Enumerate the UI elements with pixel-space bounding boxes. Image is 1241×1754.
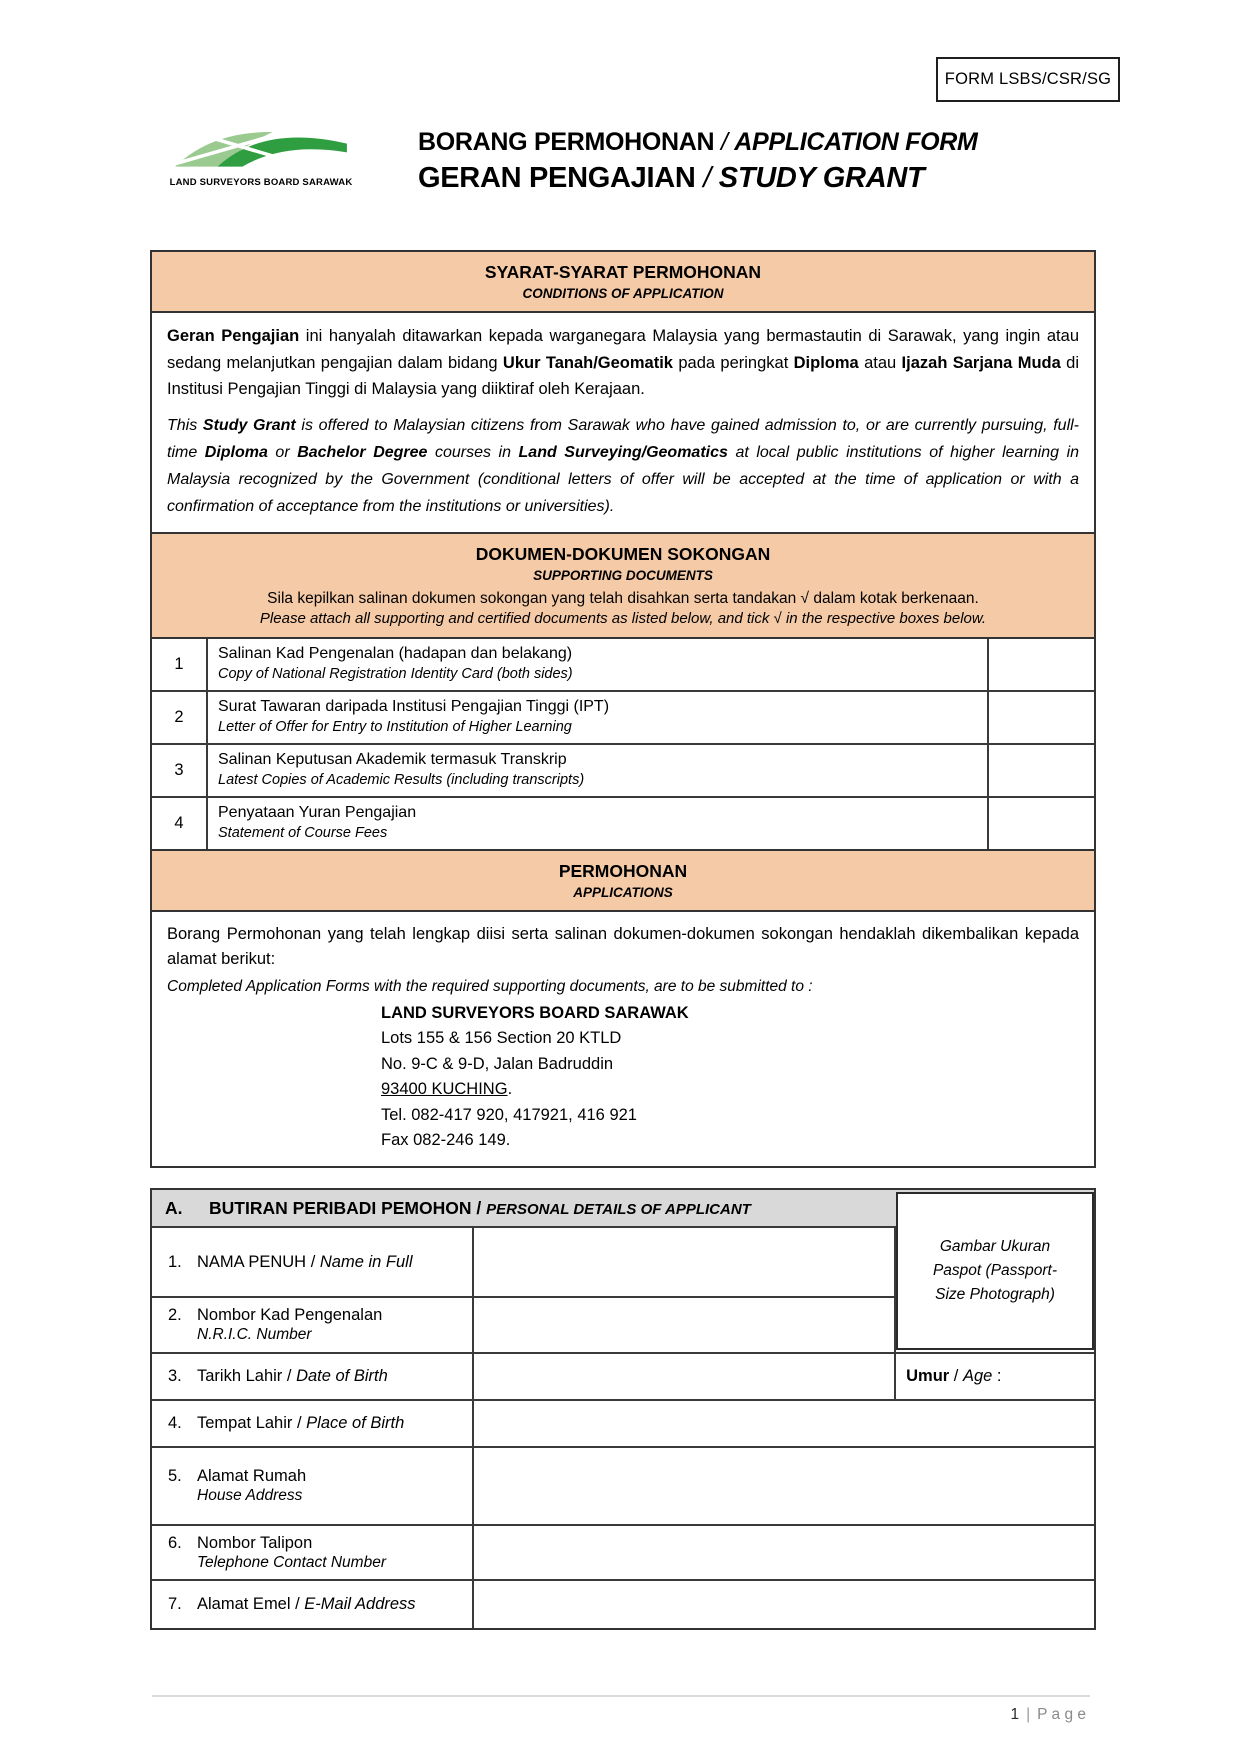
document-description-ms: Surat Tawaran daripada Institusi Pengajian Tinggi (IPT) <box>218 697 610 715</box>
applications-section-header <box>152 849 1094 912</box>
documents-instruction-en: Please attach all supporting and certified documents as listed below, and tick √ in the respective boxes below. <box>259 609 987 627</box>
field-sublabel: Telephone Contact Number <box>197 1553 386 1571</box>
logo-caption: LAND SURVEYORS BOARD SARAWAK <box>169 177 353 188</box>
address-name: LAND SURVEYORS BOARD SARAWAK <box>381 1003 689 1022</box>
document-row <box>152 797 1094 849</box>
field-number: 7. <box>168 1595 182 1613</box>
field-label-telephone <box>152 1525 473 1580</box>
applications-title-en: APPLICATIONS <box>573 884 673 900</box>
field-label-text: Nombor Talipon <box>197 1533 313 1552</box>
email-input-cell[interactable] <box>473 1580 1094 1628</box>
field-label-house-address <box>152 1447 473 1525</box>
form-code-box <box>936 57 1120 102</box>
field-number: 4. <box>168 1414 182 1432</box>
document-description-ms: Salinan Keputusan Akademik termasuk Transkrip <box>218 750 567 768</box>
form-code-text: FORM LSBS/CSR/SG <box>944 70 1112 88</box>
doc-checkbox-3[interactable] <box>988 744 1094 797</box>
conditions-body <box>152 313 1094 532</box>
lsbs-logo <box>166 120 356 188</box>
document-description-en: Statement of Course Fees <box>218 824 388 841</box>
page-title-line-1 <box>418 128 978 157</box>
age-input-cell[interactable] <box>895 1353 1094 1400</box>
documents-instruction-ms: Sila kepilkan salinan dokumen sokongan yang telah disahkan serta tandakan √ dalam kotak berkenaan. <box>267 589 979 607</box>
house-address-input-cell[interactable] <box>473 1447 1094 1525</box>
document-number: 2 <box>152 691 207 744</box>
field-sublabel: N.R.I.C. Number <box>197 1326 312 1343</box>
address-city: 93400 KUCHING <box>381 1080 508 1098</box>
telephone-input-cell[interactable] <box>473 1525 1094 1580</box>
documents-checklist-table <box>152 639 1094 849</box>
document-description-en: Letter of Offer for Entry to Institution of Higher Learning <box>218 718 572 735</box>
doc-checkbox-2[interactable] <box>988 691 1094 744</box>
documents-title-en: SUPPORTING DOCUMENTS <box>533 567 713 583</box>
field-sublabel: House Address <box>197 1487 303 1504</box>
field-label-email <box>152 1580 473 1628</box>
title-ms-2: GERAN PENGAJIAN <box>418 162 696 194</box>
field-label-text: NAMA PENUH / Name in Full <box>197 1252 413 1271</box>
address-city-suffix: . <box>507 1080 513 1098</box>
documents-section-header <box>152 532 1094 639</box>
field-label-text: Alamat Rumah <box>197 1467 307 1485</box>
page-number: 1 <box>1010 1706 1020 1723</box>
doc-checkbox-1[interactable] <box>988 639 1094 691</box>
section-a-personal-details <box>150 1188 1096 1630</box>
conditions-paragraph-en: This Study Grant is offered to Malaysian citizens from Sarawak who have gained admission to, or are currently pursuing, full-time Diploma or Bachelor Degree courses in Land Surveying/Geomatics at local public institutions of higher learning in Malaysia recognized by the Government (conditional letters of offer will be accepted at the time of application or with a confirmation of acceptance from the institutions or universities). <box>167 416 1080 515</box>
document-row <box>152 744 1094 797</box>
conditions-title-en: CONDITIONS OF APPLICATION <box>522 286 724 301</box>
section-a-title-separator: / <box>471 1197 487 1218</box>
doc-checkbox-4[interactable] <box>988 797 1094 849</box>
footer-divider <box>152 1695 1090 1697</box>
field-label-text: Nombor Kad Pengenalan <box>197 1306 383 1324</box>
title-separator-1: / <box>714 128 735 156</box>
document-number: 1 <box>174 654 184 673</box>
address-telephone: Tel. 082-417 920, 417921, 416 921 <box>381 1105 637 1124</box>
field-row-telephone <box>152 1525 1094 1580</box>
applications-title-ms: PERMOHONAN <box>558 860 688 881</box>
lsbs-logo-icon <box>168 120 354 176</box>
field-number: 5. <box>168 1467 182 1485</box>
passport-photo-box[interactable] <box>896 1192 1094 1350</box>
pob-input-cell[interactable] <box>473 1400 1094 1447</box>
field-row-dob <box>152 1353 1094 1400</box>
address-line-1: Lots 155 & 156 Section 20 KTLD <box>381 1029 622 1047</box>
age-label: Umur / Age : <box>906 1367 1002 1385</box>
footer-separator: | <box>1026 1706 1031 1723</box>
document-row <box>152 691 1094 744</box>
document-description-ms: Salinan Kad Pengenalan (hadapan dan belakang) <box>218 644 573 662</box>
page-title-line-2 <box>418 162 978 195</box>
conditions-paragraph-ms: Geran Pengajian ini hanyalah ditawarkan kepada warganegara Malaysia yang bermastautin di Sarawak, yang ingin atau sedang melanjutkan pengajian dalam bidang Ukur Tanah/Geomatik pada peringkat Diploma atau Ijazah Sarjana Muda di Institusi Pengajian Tinggi di Malaysia yang diiktiraf oleh Kerajaan. <box>167 327 1079 398</box>
title-ms-1: BORANG PERMOHONAN <box>418 128 715 156</box>
title-separator-2: / <box>695 162 719 194</box>
field-row-email <box>152 1580 1094 1628</box>
document-description <box>207 744 988 797</box>
field-label-nric <box>152 1297 473 1353</box>
document-number: 4 <box>152 797 207 849</box>
document-description <box>207 797 988 849</box>
address-line-2: No. 9-C & 9-D, Jalan Badruddin <box>381 1054 614 1073</box>
field-number: 6. <box>168 1533 182 1552</box>
masthead-titles <box>418 128 978 195</box>
conditions-section-header <box>152 252 1094 313</box>
document-description-ms: Penyataan Yuran Pengajian <box>218 803 417 821</box>
title-en-1: APPLICATION FORM <box>734 128 978 156</box>
field-number: 3. <box>168 1367 182 1385</box>
field-label-full-name <box>152 1227 473 1297</box>
documents-title-ms: DOKUMEN-DOKUMEN SOKONGAN <box>475 543 771 564</box>
section-letter: A. <box>165 1197 183 1218</box>
field-row-house-address <box>152 1447 1094 1525</box>
applications-body <box>152 912 1094 1166</box>
main-content-box <box>150 250 1096 1168</box>
nric-input-cell[interactable] <box>473 1297 895 1353</box>
document-description-en: Latest Copies of Academic Results (including transcripts) <box>218 771 585 788</box>
field-row-pob <box>152 1400 1094 1447</box>
address-fax: Fax 082-246 149. <box>381 1131 511 1149</box>
field-label-dob <box>152 1353 473 1400</box>
field-label-text: Tempat Lahir / Place of Birth <box>197 1414 405 1432</box>
document-number: 3 <box>152 744 207 797</box>
document-description-en: Copy of National Registration Identity Card (both sides) <box>218 665 573 682</box>
title-en-2: STUDY GRANT <box>718 162 925 194</box>
dob-input-cell[interactable] <box>473 1353 895 1400</box>
document-description <box>207 639 988 691</box>
field-label-pob <box>152 1400 473 1447</box>
section-a-title-en: PERSONAL DETAILS OF APPLICANT <box>486 1200 751 1218</box>
document-row <box>152 639 1094 691</box>
name-input-cell[interactable] <box>473 1227 895 1297</box>
field-number: 2. <box>168 1306 182 1324</box>
field-number: 1. <box>168 1252 182 1271</box>
page-footer <box>150 1706 1086 1724</box>
field-label-text: Tarikh Lahir / Date of Birth <box>197 1367 388 1385</box>
passport-photo-label: Gambar Ukuran Paspot (Passport-Size Photograph) <box>932 1238 1058 1303</box>
applications-paragraph-ms: Borang Permohonan yang telah lengkap diisi serta salinan dokumen-dokumen sokongan hendaklah dikembalikan kepada alamat berikut: <box>167 924 1079 968</box>
field-label-text: Alamat Emel / E-Mail Address <box>197 1595 416 1613</box>
footer-page-word: P a g e <box>1037 1706 1086 1723</box>
conditions-title-ms: SYARAT-SYARAT PERMOHONAN <box>484 262 762 282</box>
address-block <box>381 1001 1079 1154</box>
applications-paragraph-en: Completed Application Forms with the required supporting documents, are to be submitted to : <box>167 977 813 995</box>
address-city-line <box>381 1077 1079 1103</box>
section-a-title-ms: BUTIRAN PERIBADI PEMOHON <box>209 1197 472 1218</box>
document-description <box>207 691 988 744</box>
